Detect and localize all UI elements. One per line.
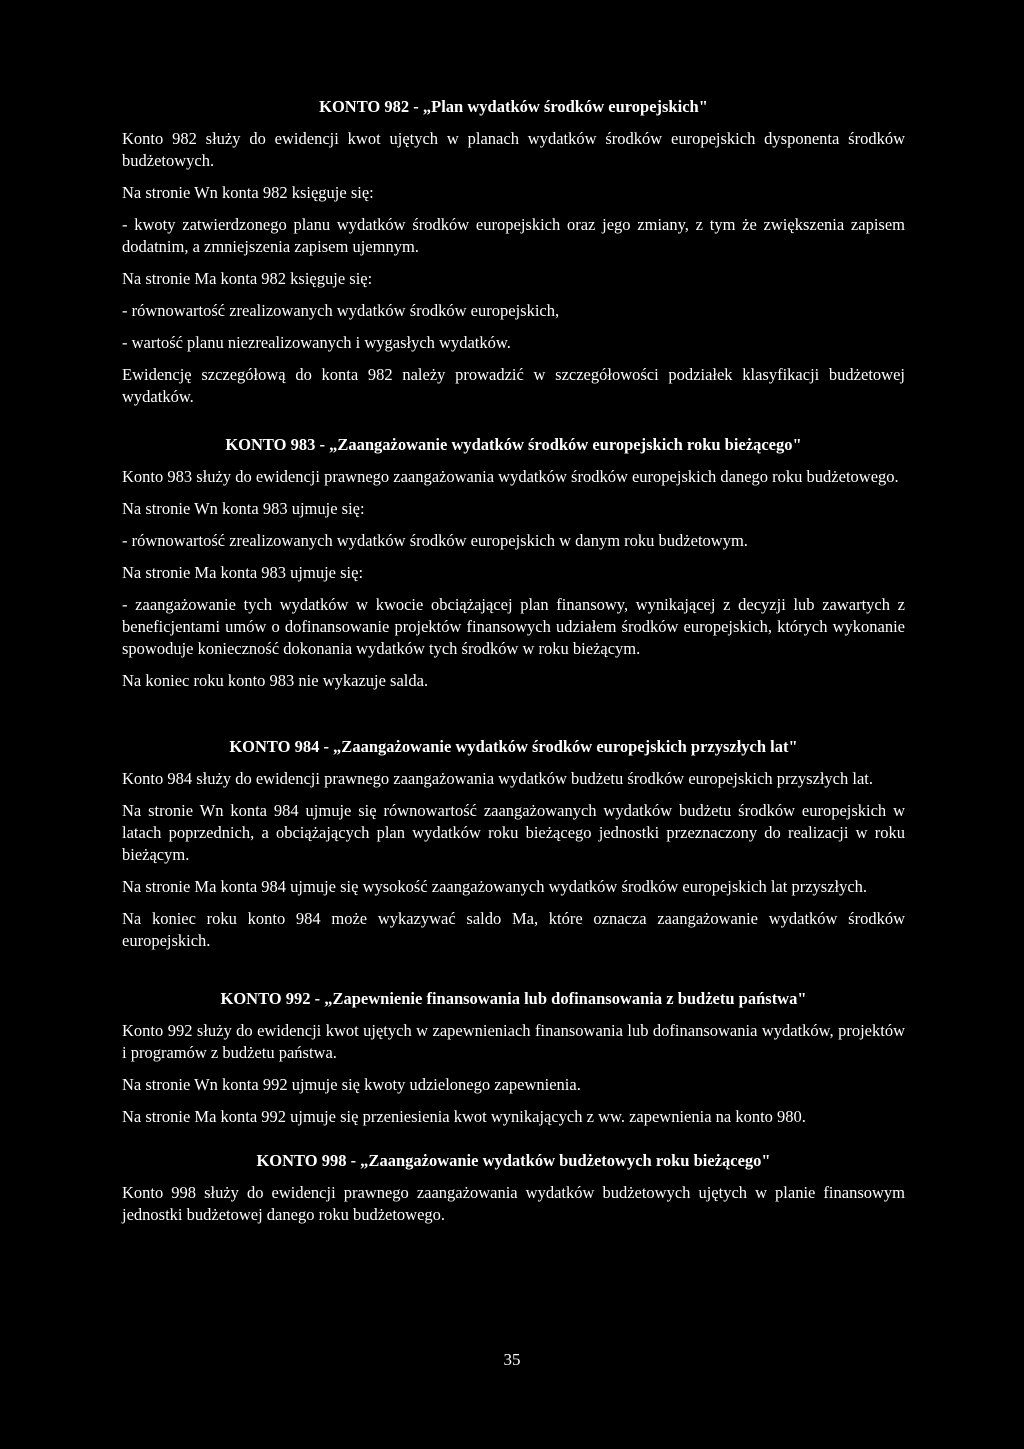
paragraph: Konto 984 służy do ewidencji prawnego zaangażowania wydatków budżetu środków europejskich przyszłych lat. xyxy=(122,769,873,788)
paragraph: - wartość planu niezrealizowanych i wygasłych wydatków. xyxy=(122,333,511,352)
section-konto-998 xyxy=(122,1150,905,1226)
paragraph: Na stronie Ma konta 983 ujmuje się: xyxy=(122,563,364,582)
section-title: KONTO 992 - „Zapewnienie finansowania lub dofinansowania z budżetu państwa" xyxy=(220,989,807,1008)
section-title: KONTO 984 - „Zaangażowanie wydatków środków europejskich przyszłych lat" xyxy=(229,737,798,756)
section-konto-984 xyxy=(122,736,905,952)
paragraph: Na stronie Ma konta 982 księguje się: xyxy=(122,269,373,288)
paragraph: Na koniec roku konto 983 nie wykazuje salda. xyxy=(122,671,429,690)
paragraph: Ewidencję szczegółową do konta 982 należy prowadzić w szczegółowości podziałek klasyfikacji budżetowej wydatków. xyxy=(122,365,905,406)
paragraph: Konto 982 służy do ewidencji kwot ujętych w planach wydatków środków europejskich dysponenta środków budżetowych. xyxy=(122,129,905,170)
paragraph: - kwoty zatwierdzonego planu wydatków środków europejskich oraz jego zmiany, z tym że zwiększenia zapisem dodatnim, a zmniejszenia zapisem ujemnym. xyxy=(122,215,905,256)
paragraph: Konto 983 służy do ewidencji prawnego zaangażowania wydatków środków europejskich danego roku budżetowego. xyxy=(122,467,899,486)
document-page xyxy=(122,96,905,1250)
section-konto-983 xyxy=(122,434,905,692)
paragraph: Na stronie Ma konta 984 ujmuje się wysokość zaangażowanych wydatków środków europejskich lat przyszłych. xyxy=(122,877,868,896)
page-number: 35 xyxy=(503,1350,521,1369)
paragraph: Na stronie Wn konta 992 ujmuje się kwoty udzielonego zapewnienia. xyxy=(122,1075,581,1094)
paragraph: Konto 998 służy do ewidencji prawnego zaangażowania wydatków budżetowych ujętych w planie finansowym jednostki budżetowej danego roku budżetowego. xyxy=(122,1183,905,1224)
paragraph: Na stronie Wn konta 982 księguje się: xyxy=(122,183,374,202)
paragraph: Na koniec roku konto 984 może wykazywać saldo Ma, które oznacza zaangażowanie wydatków środków europejskich. xyxy=(122,909,905,950)
paragraph: Na stronie Ma konta 992 ujmuje się przeniesienia kwot wynikających z ww. zapewnienia na konto 980. xyxy=(122,1107,806,1126)
paragraph: Konto 992 służy do ewidencji kwot ujętych w zapewnieniach finansowania lub dofinansowania wydatków, projektów i programów z budżetu państwa. xyxy=(122,1021,905,1062)
section-title: KONTO 982 - „Plan wydatków środków europejskich" xyxy=(319,97,708,116)
section-konto-992 xyxy=(122,988,905,1128)
paragraph: Na stronie Wn konta 984 ujmuje się równowartość zaangażowanych wydatków budżetu środków europejskich w latach poprzednich, a obciążających plan wydatków roku bieżącego jednostki przeznaczony do realizacji w roku bieżącym. xyxy=(122,801,905,864)
paragraph: - zaangażowanie tych wydatków w kwocie obciążającej plan finansowy, wynikającej z decyzji lub zawartych z beneficjentami umów o dofinansowanie projektów finansowych udziałem środków europejskich, których wykonanie spowoduje konieczność dokonania wydatków tych środków w roku bieżącym. xyxy=(122,595,905,658)
section-konto-982 xyxy=(122,96,905,408)
section-title: KONTO 998 - „Zaangażowanie wydatków budżetowych roku bieżącego" xyxy=(256,1151,771,1170)
section-title: KONTO 983 - „Zaangażowanie wydatków środków europejskich roku bieżącego" xyxy=(225,435,802,454)
paragraph: Na stronie Wn konta 983 ujmuje się: xyxy=(122,499,365,518)
paragraph: - równowartość zrealizowanych wydatków środków europejskich, xyxy=(122,301,560,320)
paragraph: - równowartość zrealizowanych wydatków środków europejskich w danym roku budżetowym. xyxy=(122,531,748,550)
